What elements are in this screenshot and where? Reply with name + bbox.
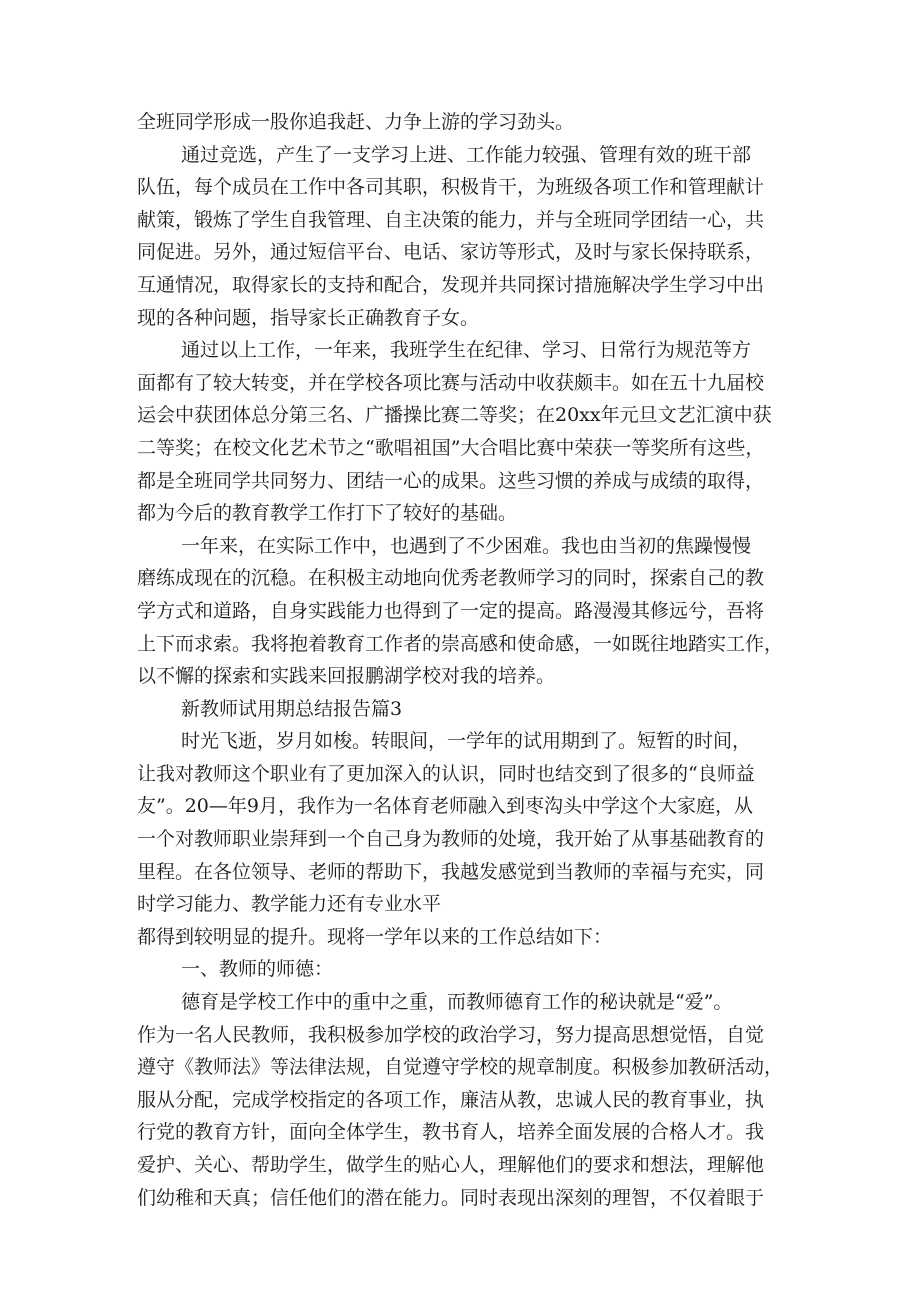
text-line: 互通情况，取得家长的支持和配合，发现并共同探讨措施解决学生学习中出 xyxy=(137,273,765,296)
document-body xyxy=(137,106,797,1214)
text-line: 面都有了较大转变，并在学校各项比赛与活动中收获颇丰。如在五十九届校 xyxy=(137,371,765,394)
text-line: 献策，锻炼了学生自我管理、自主决策的能力，并与全班同学团结一心，共 xyxy=(137,208,765,231)
text-line: 通过以上工作，一年来，我班学生在纪律、学习、日常行为规范等方 xyxy=(181,339,752,362)
text-line: 爱护、关心、帮助学生，做学生的贴心人，理解他们的要求和想法，理解他 xyxy=(137,1154,765,1176)
text-line: 上下而求索。我将抱着教育工作者的崇高感和使命感，一如既往地踏实工作， xyxy=(137,632,784,655)
text-line: 时学习能力、教学能力还有专业水平 xyxy=(137,893,442,916)
text-line: 现的各种问题，指导家长正确教育子女。 xyxy=(137,306,480,329)
text-line: 服从分配，完成学校指定的各项工作，廉洁从教，忠诚人民的教育事业，执 xyxy=(137,1088,765,1111)
text-line: 全班同学形成一股你追我赶、力争上游的学习劲头。 xyxy=(137,111,575,133)
text-line: 时光飞逝，岁月如梭。转眼间，一学年的试用期到了。短暂的时间， xyxy=(181,730,752,753)
text-line: 作为一名人民教师，我积极参加学校的政治学习，努力提高思想觉悟，自觉 xyxy=(137,1023,765,1046)
text-line: 队伍，每个成员在工作中各司其职，积极肯干，为班级各项工作和管理献计 xyxy=(137,176,765,199)
text-line: 们幼稚和天真；信任他们的潜在能力。同时表现出深刻的理智，不仅着眼于 xyxy=(137,1186,765,1209)
text-line: 磨练成现在的沉稳。在积极主动地向优秀老教师学习的同时，探索自己的教 xyxy=(137,567,765,590)
text-line: 同促进。另外，通过短信平台、电话、家访等形式，及时与家长保持联系， xyxy=(137,241,765,264)
text-line: 都为今后的教育教学工作打下了较好的基础。 xyxy=(137,502,518,525)
text-line: 行党的教育方针，面向全体学生，教书育人，培养全面发展的合格人才。我 xyxy=(137,1121,765,1144)
text-line: 以不懈的探索和实践来回报鹏湖学校对我的培养。 xyxy=(137,665,556,688)
text-line: 里程。在各位领导、老师的帮助下，我越发感觉到当教师的幸福与充实，同 xyxy=(137,860,765,883)
text-line: 友”。20—年9月，我作为一名体育老师融入到枣沟头中学这个大家庭，从 xyxy=(137,795,753,818)
text-line: 学方式和道路，自身实践能力也得到了一定的提高。路漫漫其修远兮，吾将 xyxy=(137,599,765,622)
text-line: 德育是学校工作中的重中之重，而教师德育工作的秘诀就是“爱”。 xyxy=(181,991,733,1014)
text-line: 运会中获团体总分第三名、广播操比赛二等奖；在20xx年元旦文艺汇演中获 xyxy=(137,404,772,427)
text-line: 一个对教师职业崇拜到一个自己身为教师的处境，我开始了从事基础教育的 xyxy=(137,828,765,851)
text-line: 新教师试用期总结报告篇3 xyxy=(181,697,403,720)
text-line: 通过竞选，产生了一支学习上进、工作能力较强、管理有效的班干部 xyxy=(181,143,752,166)
text-line: 都得到较明显的提升。现将一学年以来的工作总结如下： xyxy=(137,925,613,948)
text-line: 一、教师的师德： xyxy=(181,958,334,981)
text-line: 一年来，在实际工作中，也遇到了不少困难。我也由当初的焦躁慢慢 xyxy=(181,534,752,557)
text-line: 都是全班同学共同努力、团结一心的成果。这些习惯的养成与成绩的取得， xyxy=(137,469,765,492)
text-line: 遵守《教师法》等法律法规，自觉遵守学校的规章制度。积极参加教研活动， xyxy=(137,1056,784,1079)
text-line: 让我对教师这个职业有了更加深入的认识，同时也结交到了很多的“良师益 xyxy=(137,762,755,785)
text-line: 二等奖；在校文化艺术节之“歌唱祖国”大合唱比赛中荣获一等奖所有这些， xyxy=(137,436,765,459)
